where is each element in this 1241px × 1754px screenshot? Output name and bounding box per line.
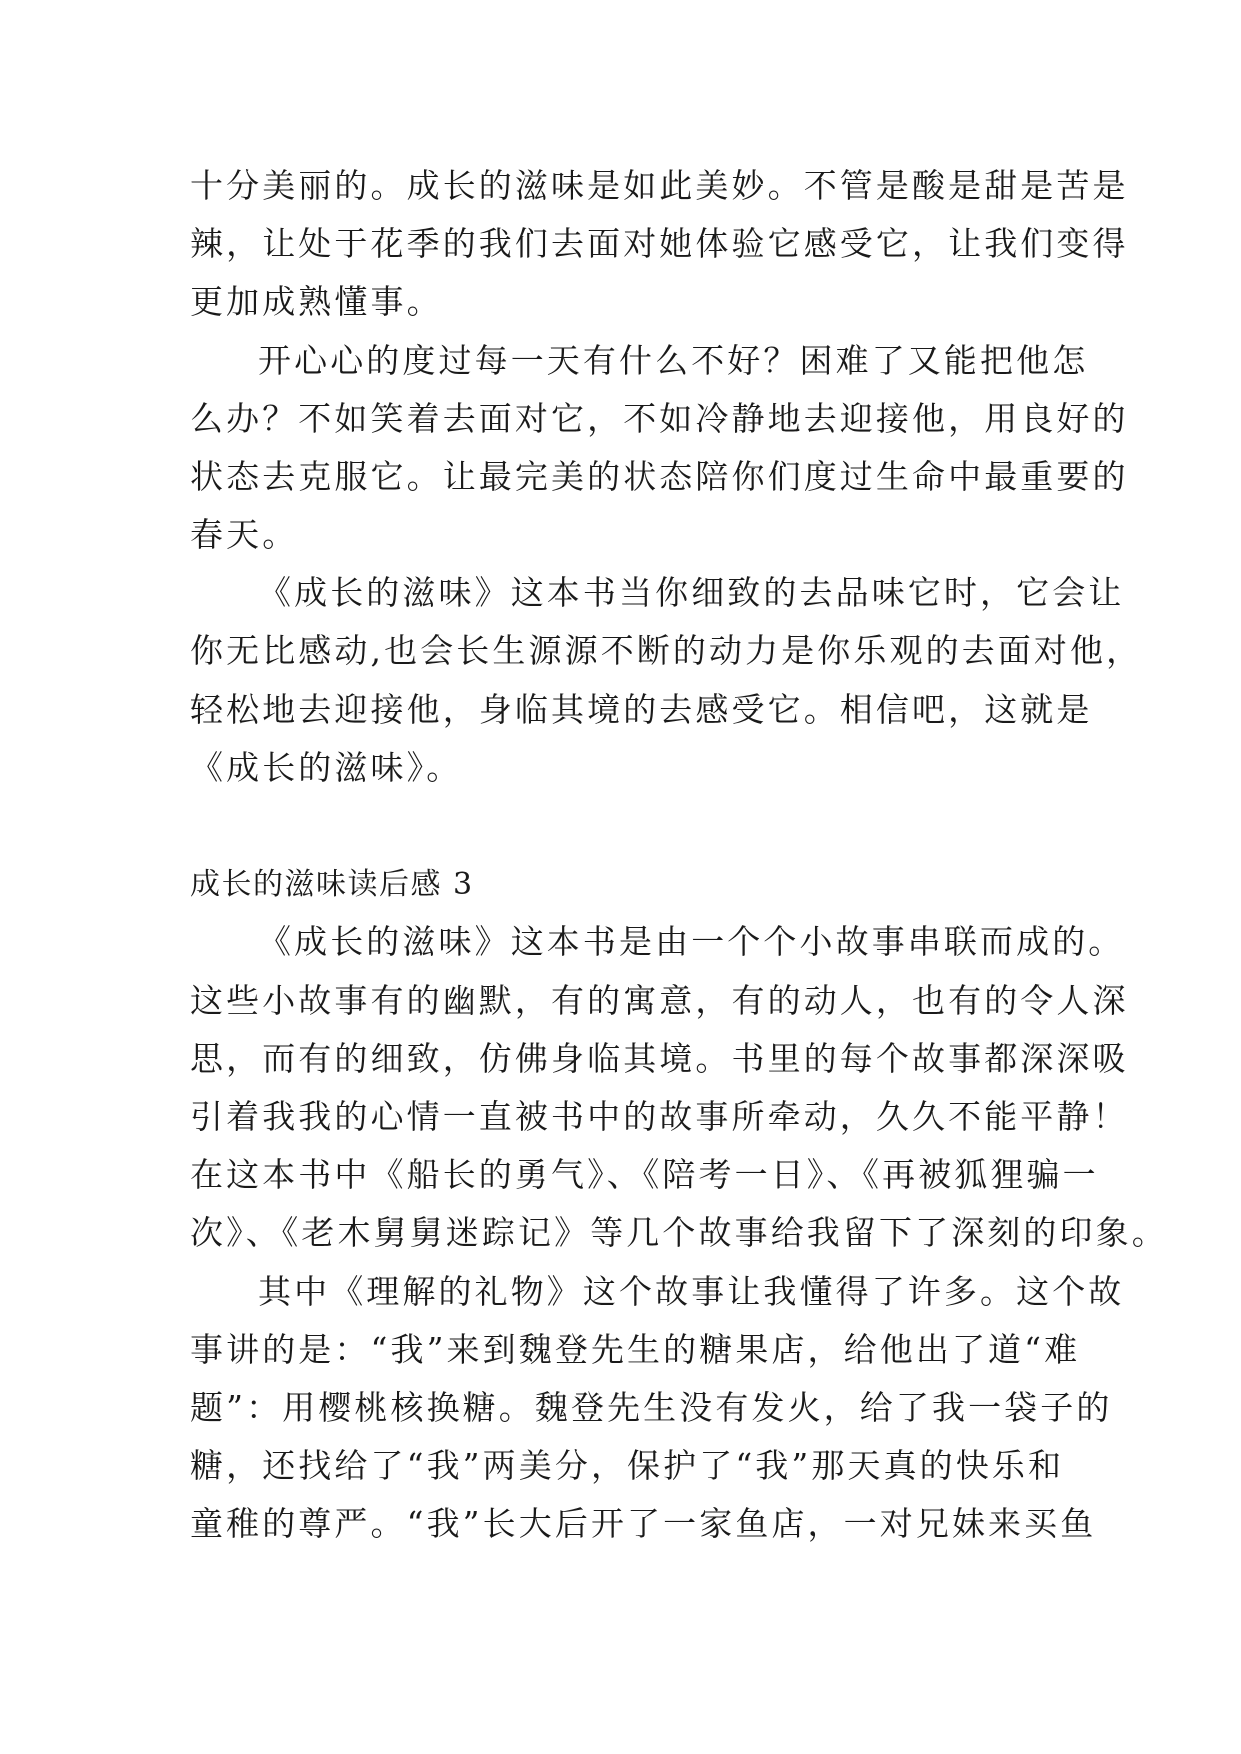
paragraph-line: 开心心的度过每一天有什么不好？困难了又能把他怎	[258, 341, 1089, 380]
paragraph-line: 这些小故事有的幽默，有的寓意，有的动人，也有的令人深	[190, 981, 1129, 1020]
paragraph-line: 童稚的尊严。“我”长大后开了一家鱼店，一对兄妹来买鱼	[190, 1504, 1097, 1543]
paragraph-line: 更加成熟懂事。	[190, 282, 443, 321]
paragraph-line: 轻松地去迎接他，身临其境的去感受它。相信吧，这就是	[190, 690, 1093, 729]
paragraph-line: 糖，还找给了“我”两美分，保护了“我”那天真的快乐和	[190, 1446, 1065, 1485]
paragraph-line: 十分美丽的。成长的滋味是如此美妙。不管是酸是甜是苦是	[190, 166, 1129, 205]
paragraph-line: 思，而有的细致，仿佛身临其境。书里的每个故事都深深吸	[190, 1039, 1129, 1078]
section-heading: 成长的滋味读后感 3	[190, 867, 474, 902]
paragraph-line: 题”：用樱桃核换糖。魏登先生没有发火，给了我一袋子的	[190, 1388, 1113, 1427]
paragraph-line: 次》、《老木舅舅迷踪记》等几个故事给我留下了深刻的印象。	[190, 1213, 1168, 1252]
paragraph-line: 在这本书中《船长的勇气》、《陪考一日》、《再被狐狸骗一	[190, 1155, 1099, 1194]
paragraph-line: 事讲的是：“我”来到魏登先生的糖果店，给他出了道“难	[190, 1330, 1081, 1369]
paragraph-line: 你无比感动,也会长生源源不断的动力是你乐观的去面对他，	[190, 631, 1143, 670]
paragraph-line: 状态去克服它。让最完美的状态陪你们度过生命中最重要的	[190, 457, 1129, 496]
paragraph-line: 《成长的滋味》这本书是由一个个小故事串联而成的。	[258, 922, 1125, 961]
paragraph-line: 《成长的滋味》。	[190, 748, 463, 787]
paragraph-line: 引着我我的心情一直被书中的故事所牵动，久久不能平静！	[190, 1097, 1129, 1136]
paragraph-line: 春天。	[190, 515, 299, 554]
paragraph-line: 《成长的滋味》这本书当你细致的去品味它时，它会让	[258, 573, 1125, 612]
paragraph-line: 其中《理解的礼物》这个故事让我懂得了许多。这个故	[258, 1272, 1125, 1311]
paragraph-line: 么办？不如笑着去面对它，不如冷静地去迎接他，用良好的	[190, 399, 1129, 438]
paragraph-line: 辣，让处于花季的我们去面对她体验它感受它，让我们变得	[190, 224, 1129, 263]
